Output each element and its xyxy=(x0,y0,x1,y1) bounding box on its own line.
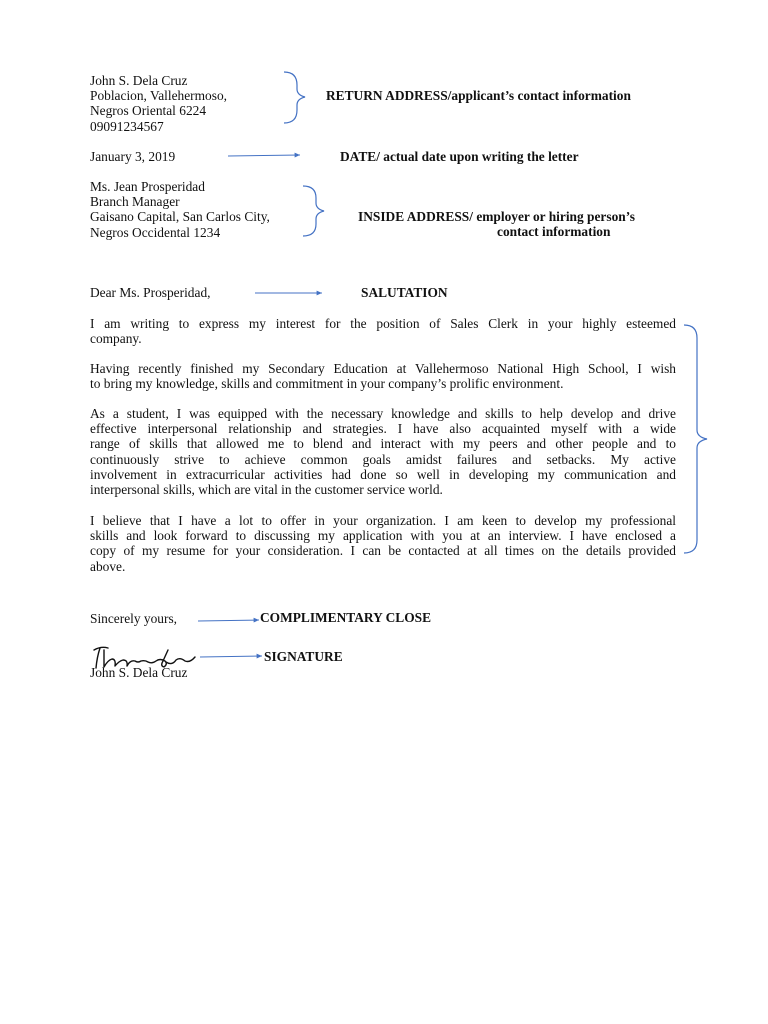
return-address-brace xyxy=(284,72,305,123)
signature-label: SIGNATURE xyxy=(264,649,343,664)
body-line: I am writing to express my interest for the position of Sales Clerk in your highly esteemed xyxy=(90,316,676,331)
inside-address-line: Gaisano Capital, San Carlos City, xyxy=(90,209,270,225)
body-line: effective interpersonal relationship and strategies. I have also acquainted myself with a wide xyxy=(90,421,676,437)
date-arrow-icon xyxy=(228,155,300,156)
salutation-label: SALUTATION xyxy=(361,285,448,300)
closing-arrow-icon xyxy=(198,620,259,621)
signatory-name: John S. Dela Cruz xyxy=(90,665,188,680)
body-line: involvement in extracurricular activities had done so well in developing my communication and xyxy=(90,466,676,482)
body-line: interpersonal skills, which are vital in the customer service world. xyxy=(90,481,443,497)
body-line: copy of my resume for your consideration. I can be contacted at all times on the details provided xyxy=(90,543,676,559)
inside-address-brace xyxy=(303,186,324,236)
return-address-line: 09091234567 xyxy=(90,118,164,134)
return-address-label: RETURN ADDRESS/applicant’s contact information xyxy=(326,88,631,103)
letter-date: January 3, 2019 xyxy=(90,149,176,164)
signature-arrow-icon xyxy=(200,656,262,657)
body-line: above. xyxy=(90,558,126,574)
inside-address-line: Branch Manager xyxy=(90,194,180,210)
inside-address-label-line-2: contact information xyxy=(497,224,611,239)
body-line: range of skills that allowed me to blend and interact with my peers and other people and to xyxy=(90,436,676,452)
body-line: continuously strive to achieve common goals amidst failures and setbacks. My active xyxy=(90,451,676,467)
body-line: As a student, I was equipped with the necessary knowledge and skills to help develop and drive xyxy=(90,406,676,421)
body-line: Having recently finished my Secondary Education at Vallehermoso National High School, I wish xyxy=(90,361,676,376)
handwritten-signature-icon xyxy=(94,647,195,668)
body-line: skills and look forward to discussing my application with you at an interview. I have enclosed a xyxy=(90,528,676,544)
salutation: Dear Ms. Prosperidad, xyxy=(90,285,211,300)
inside-address-line: Ms. Jean Prosperidad xyxy=(90,179,205,194)
body-line: to bring my knowledge, skills and commitment in your company’s prolific environment. xyxy=(90,376,564,392)
complimentary-close: Sincerely yours, xyxy=(90,611,178,626)
body-line: company. xyxy=(90,331,142,347)
inside-address-line: Negros Occidental 1234 xyxy=(90,224,221,240)
complimentary-close-label: COMPLIMENTARY CLOSE xyxy=(260,610,432,625)
return-address-line: Poblacion, Vallehermoso, xyxy=(90,88,227,104)
return-address-line: John S. Dela Cruz xyxy=(90,73,188,88)
body-line: I believe that I have a lot to offer in your organization. I am keen to develop my professional xyxy=(90,513,676,528)
inside-address-label-line-1: INSIDE ADDRESS/ employer or hiring person’s xyxy=(358,209,635,224)
body-brace xyxy=(684,325,707,553)
return-address-line: Negros Oriental 6224 xyxy=(90,103,207,119)
date-label: DATE/ actual date upon writing the letter xyxy=(340,149,579,164)
